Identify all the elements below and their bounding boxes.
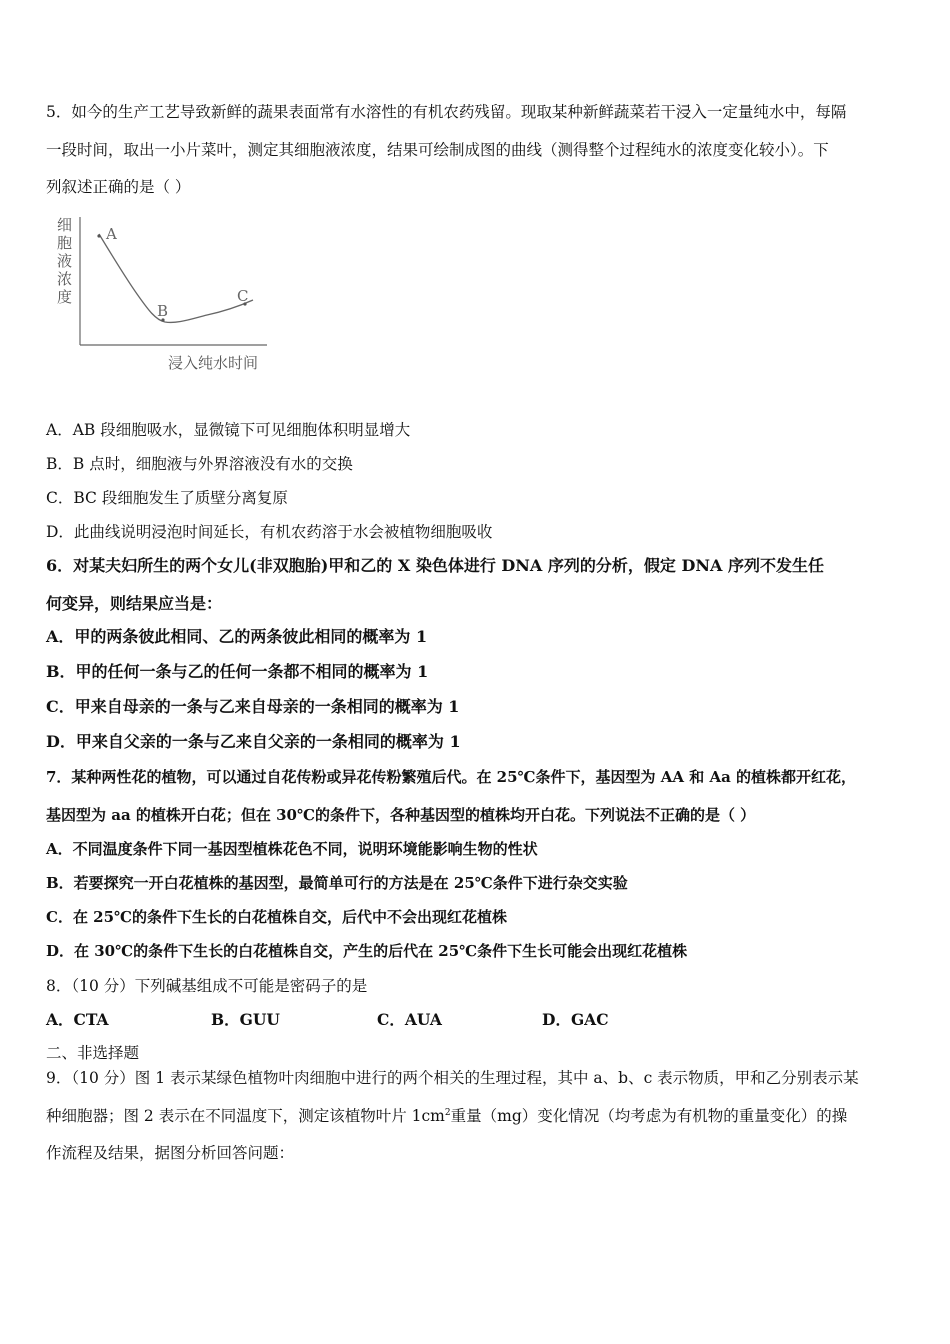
q6-option-c: C．甲来自母亲的一条与乙来自母亲的一条相同的概率为 1	[46, 697, 460, 716]
q7-stem-line2: 基因型为 aa 的植株开白花；但在 30℃的条件下，各种基因型的植株均开白花。下列说法不正确的是（ ）	[46, 806, 756, 824]
ylabel-char-3: 液	[57, 252, 73, 270]
q9-stem-line1: 9．（10 分）图 1 表示某绿色植物叶肉细胞中进行的两个相关的生理过程，其中 a、b、c 表示物质，甲和乙分别表示某	[46, 1069, 859, 1087]
point-a-marker	[97, 234, 100, 237]
q5-option-b: B．B 点时，细胞液与外界溶液没有水的交换	[46, 455, 353, 473]
curve	[99, 234, 253, 322]
q7-option-c: C．在 25℃的条件下生长的白花植株自交，后代中不会出现红花植株	[46, 908, 508, 926]
q7-option-a: A．不同温度条件下同一基因型植株花色不同，说明环境能影响生物的性状	[46, 840, 538, 858]
q5-stem-line3: 列叙述正确的是（ ）	[46, 178, 191, 196]
q8-option-a: A．CTA	[46, 1010, 109, 1029]
point-b-label: B	[157, 302, 169, 320]
q7-option-b: B．若要探究一开白花植株的基因型，最简单可行的方法是在 25℃条件下进行杂交实验	[46, 874, 628, 892]
q6-option-d: D．甲来自父亲的一条与乙来自父亲的一条相同的概率为 1	[46, 732, 461, 751]
q5-option-c: C．BC 段细胞发生了质壁分离复原	[46, 489, 288, 507]
q6-option-a: A．甲的两条彼此相同、乙的两条彼此相同的概率为 1	[46, 627, 428, 646]
q5-figure	[55, 212, 285, 377]
q6-stem-line2: 何变异，则结果应当是：	[46, 594, 223, 613]
q5-option-a: A．AB 段细胞吸水，显微镜下可见细胞体积明显增大	[46, 421, 411, 439]
ylabel-char-4: 浓	[57, 270, 73, 288]
point-a-label: A	[106, 225, 117, 243]
ylabel-char-5: 度	[57, 288, 73, 306]
q8-option-d: D．GAC	[542, 1010, 609, 1029]
q5-stem-line2: 一段时间，取出一小片菜叶，测定其细胞液浓度，结果可绘制成图的曲线（测得整个过程纯水的浓度变化较小）。下	[46, 141, 829, 159]
q6-stem-line1: 6．对某夫妇所生的两个女儿(非双胞胎)甲和乙的 X 染色体进行 DNA 序列的分析，假定 DNA 序列不发生任	[46, 556, 824, 575]
q9-line2-pre: 种细胞器；图 2 表示在不同温度下，测定该植物叶片 1cm	[46, 1107, 445, 1125]
q9-line2-sup: 2	[444, 1107, 451, 1118]
q6-option-b: B．甲的任何一条与乙的任何一条都不相同的概率为 1	[46, 662, 429, 681]
q5-option-d: D．此曲线说明浸泡时间延长，有机农药溶于水会被植物细胞吸收	[46, 523, 493, 541]
x-axis-label: 浸入纯水时间	[168, 354, 259, 372]
ylabel-char-2: 胞	[57, 234, 73, 252]
point-c-label: C	[237, 287, 249, 305]
q5-stem-line1: 5．如今的生产工艺导致新鲜的蔬果表面常有水溶性的有机农药残留。现取某种新鲜蔬菜若干浸入一定量纯水中，每隔	[46, 103, 847, 121]
q7-stem-line1: 7．某种两性花的植物，可以通过自花传粉或异花传粉繁殖后代。在 25℃条件下，基因型为 AA 和 Aa 的植株都开红花，	[46, 768, 857, 786]
q7-option-d: D．在 30℃的条件下生长的白花植株自交，产生的后代在 25℃条件下生长可能会出现红花植株	[46, 942, 688, 960]
q9-stem-line2	[46, 1106, 847, 1126]
q9-stem-line3: 作流程及结果，据图分析回答问题：	[46, 1144, 295, 1162]
q8-option-b: B．GUU	[211, 1010, 280, 1029]
section-heading: 二、非选择题	[46, 1044, 140, 1062]
q8-stem: 8．（10 分）下列碱基组成不可能是密码子的是	[46, 977, 368, 995]
q9-line2-post: 重量（mg）变化情况（均考虑为有机物的重量变化）的操	[450, 1107, 848, 1125]
ylabel-char-1: 细	[57, 216, 73, 234]
q8-option-c: C．AUA	[377, 1010, 442, 1029]
